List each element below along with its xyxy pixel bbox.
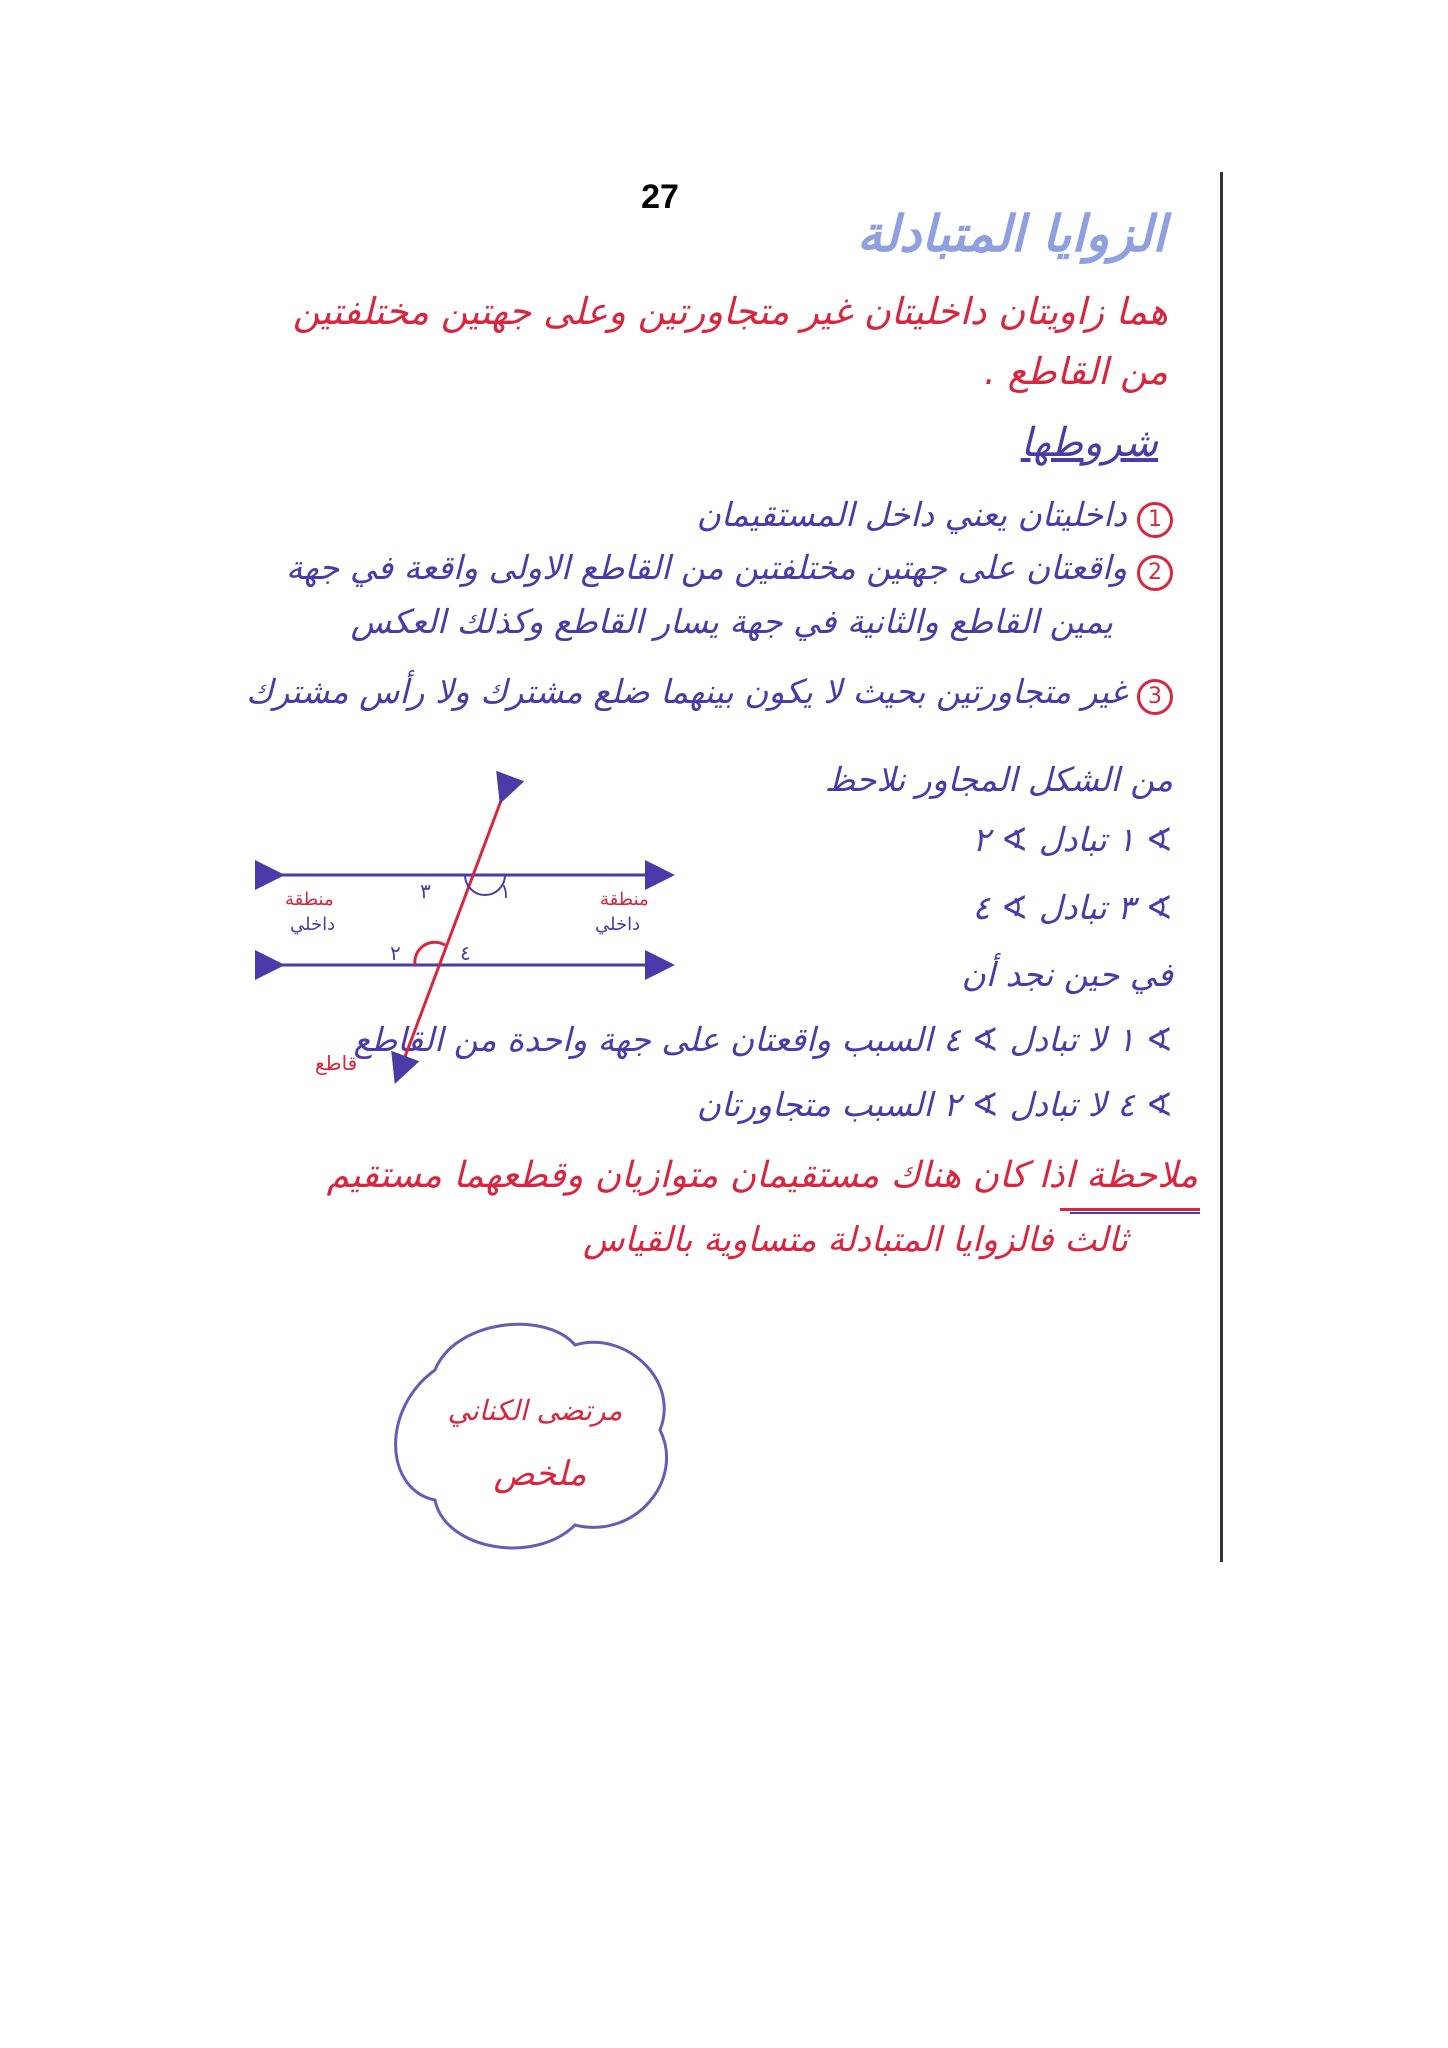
condition-3-text: غير متجاورتين بحيث لا يكون بينهما ضلع مشترك ولا رأس مشترك bbox=[246, 672, 1127, 711]
note-line-1-text: اذا كان هناك مستقيمان متوازيان وقطعهما مستقيم bbox=[326, 1155, 1075, 1196]
note-underline bbox=[1060, 1208, 1200, 1211]
transversal-line bbox=[400, 790, 505, 1070]
observation-3: ∢ ١ لا تبادل ∢ ٤ السبب واقعتان على جهة واحدة من القاطع bbox=[353, 1020, 1173, 1059]
observation-1: ∢ ١ تبادل ∢ ٢ bbox=[972, 820, 1173, 859]
right-region-label-1: منطقة bbox=[600, 889, 649, 910]
condition-2 bbox=[286, 548, 1173, 591]
margin-line bbox=[1220, 172, 1223, 1562]
definition-line-2: من القاطع . bbox=[984, 350, 1168, 393]
left-region-label-1: منطقة bbox=[285, 889, 334, 910]
observation-4: ∢ ٤ لا تبادل ∢ ٢ السبب متجاورتان bbox=[696, 1085, 1173, 1124]
transversal-diagram bbox=[250, 770, 690, 1130]
angle-label-4: ٤ bbox=[460, 941, 471, 965]
page-number: 27 bbox=[641, 178, 679, 216]
observation-intro: من الشكل المجاور نلاحظ bbox=[824, 760, 1173, 799]
page-title: الزوايا المتبادلة bbox=[856, 205, 1166, 263]
signature-cloud-outline bbox=[396, 1324, 667, 1548]
observation-2: ∢ ٣ تبادل ∢ ٤ bbox=[972, 888, 1173, 927]
signature-stamp bbox=[375, 1300, 695, 1570]
angle-label-2: ٢ bbox=[390, 941, 401, 965]
condition-3 bbox=[246, 672, 1173, 715]
condition-number-3: 3 bbox=[1137, 679, 1173, 715]
definition-line-1: هما زاويتان داخليتان غير متجاورتين وعلى جهتين مختلفتين bbox=[292, 290, 1168, 333]
condition-1 bbox=[697, 495, 1173, 538]
observation-however: في حين نجد أن bbox=[961, 955, 1173, 994]
signature-word: ملخص bbox=[493, 1454, 587, 1494]
note-label: ملاحظة bbox=[1086, 1155, 1198, 1196]
angle-label-3: ٣ bbox=[420, 879, 431, 903]
conditions-heading: شروطها bbox=[1020, 420, 1158, 466]
note-underline-blue bbox=[1070, 1212, 1200, 1214]
condition-1-text: داخليتان يعني داخل المستقيمان bbox=[696, 495, 1127, 534]
angle-label-1: ١ bbox=[500, 879, 511, 903]
right-region-label-2: داخلي bbox=[595, 914, 641, 935]
condition-2-text: واقعتان على جهتين مختلفتين من القاطع الاولى واقعة في جهة bbox=[286, 548, 1127, 587]
signature-name: مرتضى الكناني bbox=[447, 1394, 623, 1427]
condition-number-2: 2 bbox=[1137, 555, 1173, 591]
condition-2-continued: يمين القاطع والثانية في جهة يسار القاطع وكذلك العكس bbox=[350, 602, 1113, 641]
note-line-1 bbox=[327, 1155, 1198, 1196]
condition-number-1: 1 bbox=[1137, 502, 1173, 538]
note-line-2: ثالث فالزوايا المتبادلة متساوية بالقياس bbox=[582, 1220, 1128, 1260]
transversal-label: قاطع bbox=[315, 1051, 358, 1075]
left-region-label-2: داخلي bbox=[290, 914, 336, 935]
